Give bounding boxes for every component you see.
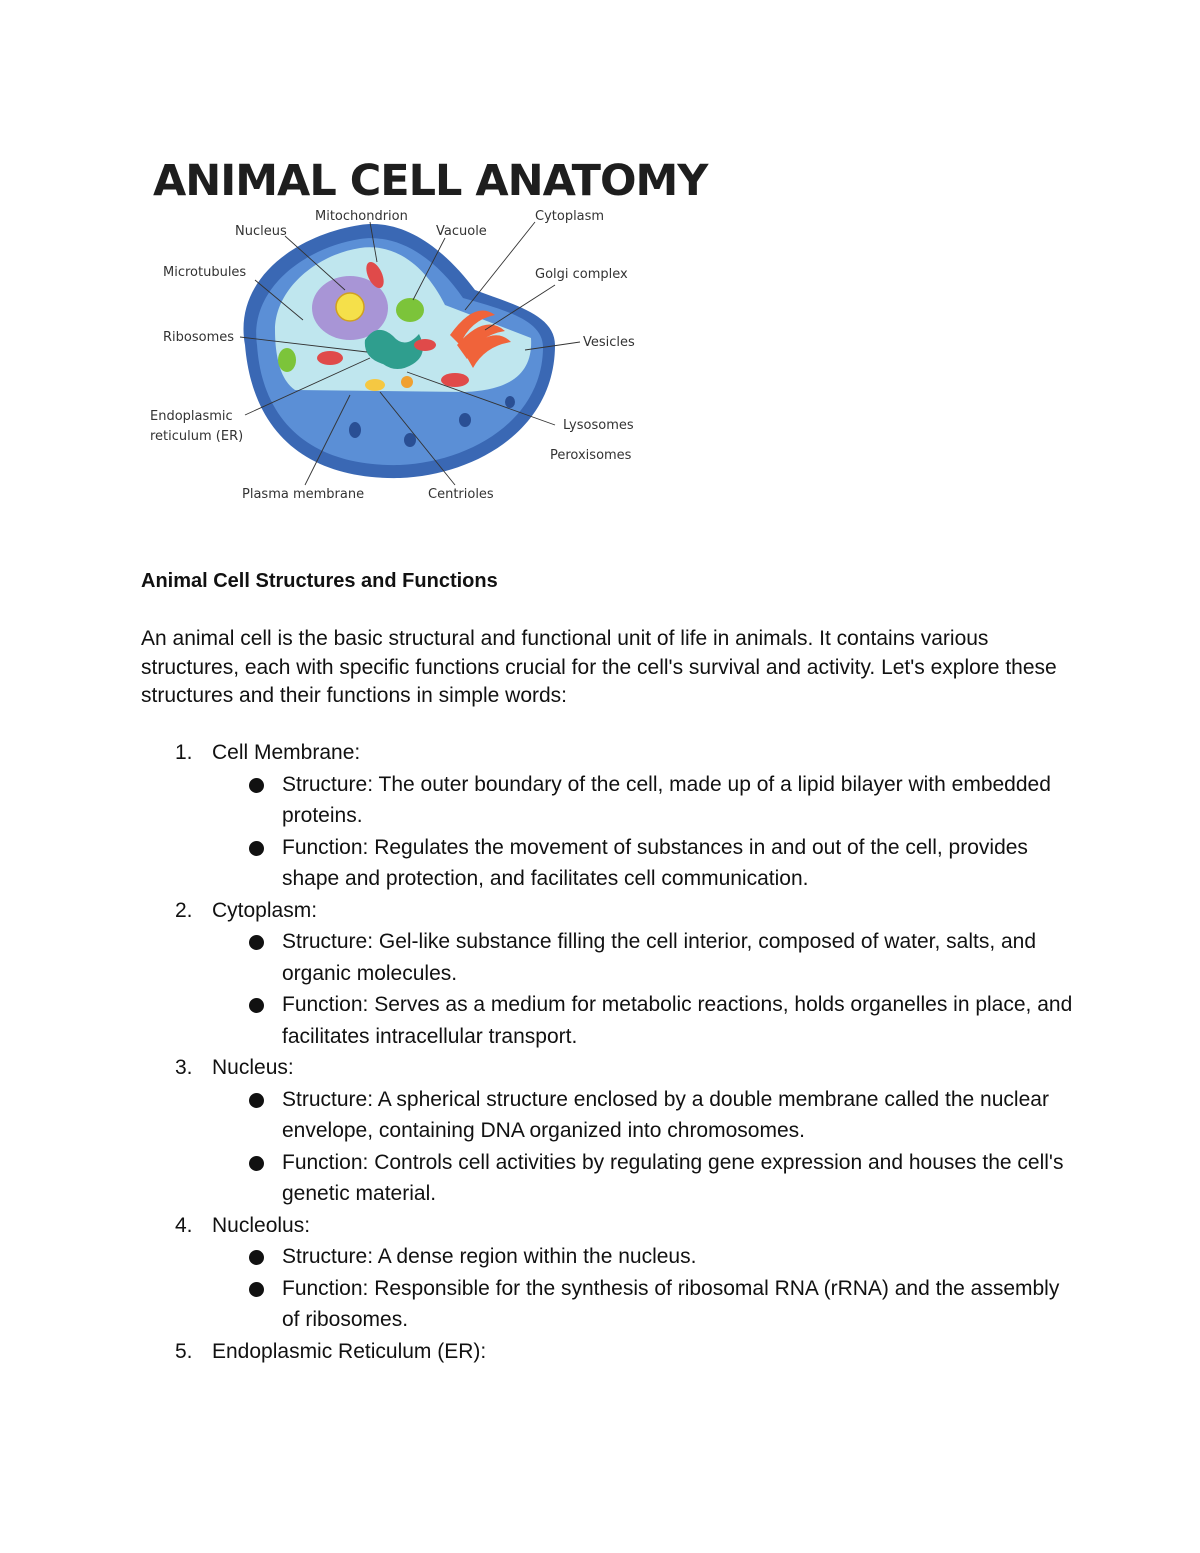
mitochondrion-shape-2 <box>317 351 343 365</box>
sub-item-text: Structure: The outer boundary of the cell, made up of a lipid bilayer with embedded proteins. <box>282 772 1051 827</box>
item-number: 1. <box>175 741 193 764</box>
item-number: 4. <box>175 1213 193 1237</box>
bullet-icon <box>249 841 264 856</box>
label-nucleus: Nucleus <box>235 224 287 239</box>
sub-item-text: Structure: Gel-like substance filling the cell interior, composed of water, salts, and organic molecules. <box>282 930 1037 985</box>
sub-item <box>282 832 1081 895</box>
list-item <box>141 1336 1081 1368</box>
bullet-icon <box>249 1156 264 1171</box>
sub-item <box>282 989 1081 1052</box>
sub-item <box>282 1147 1081 1210</box>
label-ribosomes: Ribosomes <box>163 330 235 345</box>
list-item <box>141 737 1081 895</box>
sub-list <box>141 1241 1081 1336</box>
mitochondrion-shape-3 <box>414 339 436 351</box>
mitochondrion-shape-4 <box>441 373 469 387</box>
membrane-dot <box>505 396 515 408</box>
sub-item-text: Structure: A spherical structure enclosed by a double membrane called the nuclear envelope, containing DNA organized into chromosomes. <box>282 1087 1049 1142</box>
bullet-icon <box>249 935 264 950</box>
nucleolus-shape <box>336 293 364 321</box>
sub-item <box>282 1273 1081 1336</box>
vacuole-shape <box>396 298 424 322</box>
item-title: Nucleolus: <box>212 1213 311 1237</box>
intro-paragraph: An animal cell is the basic structural and functional unit of life in animals. It contains various structures, each with specific functions crucial for the cell's survival and activity. Let's explore these structures and their functions in simple words: <box>141 627 1057 707</box>
bullet-icon <box>249 998 264 1013</box>
sub-list <box>141 1084 1081 1210</box>
label-peroxisomes: Peroxisomes <box>550 448 632 463</box>
sub-item <box>282 1084 1081 1147</box>
bullet-icon <box>249 1282 264 1297</box>
figure-title: ANIMAL CELL ANATOMY <box>153 156 708 206</box>
section-heading: Animal Cell Structures and Functions <box>141 570 498 592</box>
list-item <box>141 895 1081 1053</box>
cell-diagram <box>145 140 708 510</box>
membrane-dot <box>459 413 471 427</box>
bullet-icon <box>249 1250 264 1265</box>
label-mitochondrion: Mitochondrion <box>315 209 408 224</box>
label-cytoplasm: Cytoplasm <box>535 209 605 224</box>
label-vacuole: Vacuole <box>436 224 487 239</box>
item-title: Cytoplasm: <box>212 898 318 922</box>
label-lysosomes: Lysosomes <box>563 418 634 433</box>
item-title: Cell Membrane: <box>212 741 361 764</box>
list-item <box>141 1210 1081 1336</box>
cell-diagram-svg <box>145 140 708 510</box>
sub-item <box>282 1241 1081 1273</box>
structures-list <box>141 737 1081 1367</box>
sub-item <box>282 926 1081 989</box>
label-plasma-membrane: Plasma membrane <box>242 487 365 502</box>
centriole-shape <box>365 379 385 391</box>
label-er-line1: Endoplasmic <box>150 409 233 424</box>
item-title: Nucleus: <box>212 1056 294 1079</box>
label-microtubules: Microtubules <box>163 265 247 280</box>
label-golgi: Golgi complex <box>535 267 628 282</box>
item-number: 2. <box>175 898 193 922</box>
label-er-line2: reticulum (ER) <box>150 429 244 444</box>
list-item <box>141 1052 1081 1210</box>
bullet-icon <box>249 778 264 793</box>
bullet-icon <box>249 1093 264 1108</box>
sub-list <box>141 926 1081 1052</box>
vacuole-shape-2 <box>278 348 296 372</box>
sub-item-text: Function: Controls cell activities by regulating gene expression and houses the cell's genetic material. <box>282 1150 1064 1205</box>
sub-item-text: Function: Regulates the movement of substances in and out of the cell, provides shape and protection, and facilitates cell communication. <box>282 835 1028 890</box>
sub-item-text: Function: Responsible for the synthesis of ribosomal RNA (rRNA) and the assembly of ribosomes. <box>282 1276 1060 1331</box>
sub-list <box>141 769 1081 895</box>
item-number: 3. <box>175 1056 193 1079</box>
peroxisome-shape <box>401 376 413 388</box>
item-number: 5. <box>175 1339 193 1363</box>
sub-item-text: Function: Serves as a medium for metabolic reactions, holds organelles in place, and facilitates intracellular transport. <box>282 993 1073 1048</box>
sub-item <box>282 769 1081 832</box>
membrane-dot <box>349 422 361 438</box>
label-vesicles: Vesicles <box>583 335 635 350</box>
label-centrioles: Centrioles <box>428 487 494 502</box>
item-title: Endoplasmic Reticulum (ER): <box>212 1339 487 1363</box>
sub-item-text: Structure: A dense region within the nucleus. <box>282 1245 697 1268</box>
